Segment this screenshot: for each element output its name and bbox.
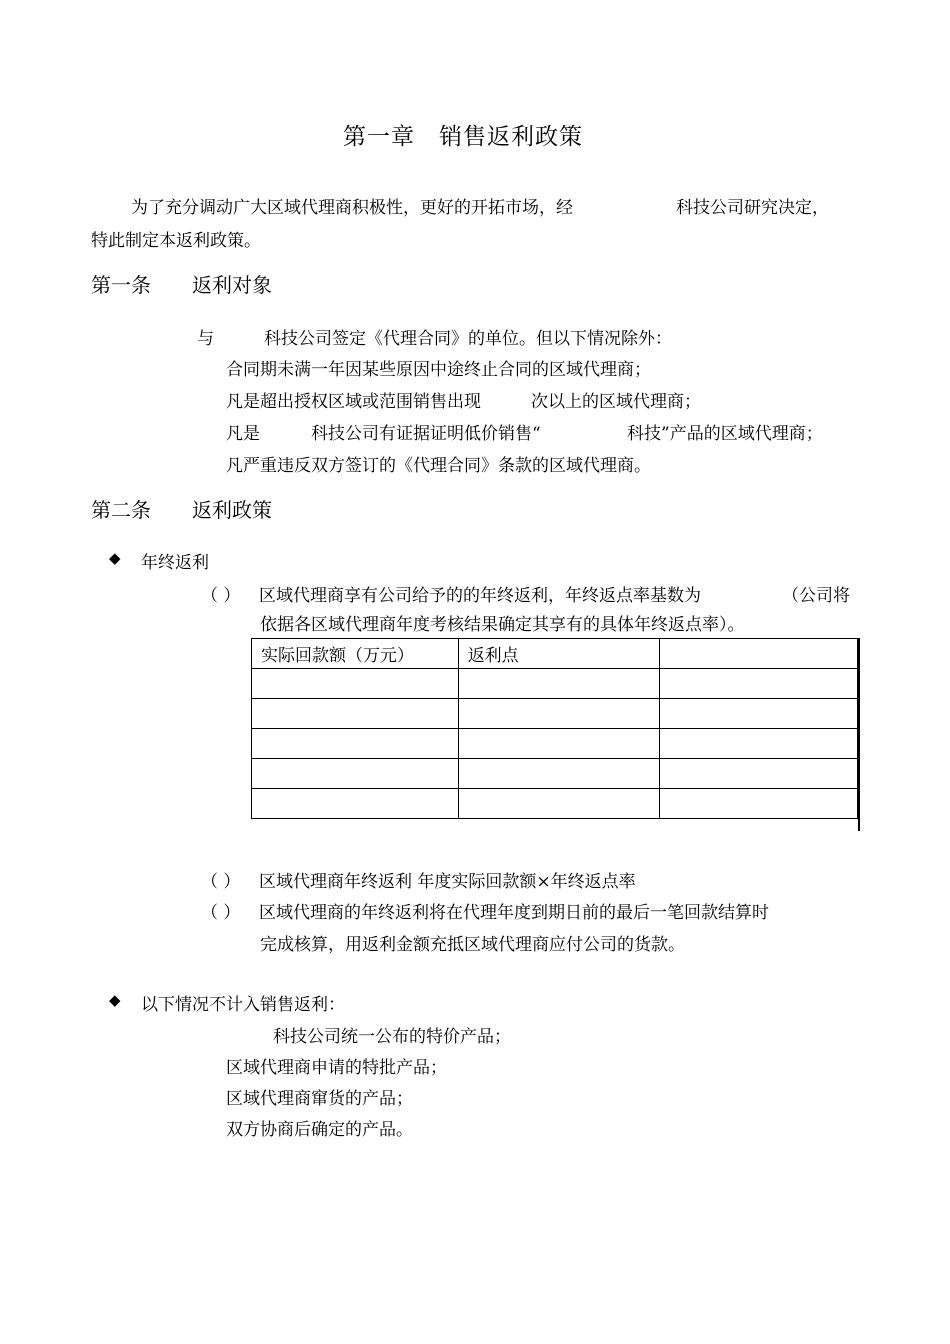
para1-line2: 依据各区域代理商年度考核结果确定其享有的具体年终返点率）。 [260, 615, 745, 635]
intro-line1: 为了充分调动广大区域代理商积极性，更好的开拓市场，经 [131, 198, 573, 218]
bullet-exclusions: 以下情况不计入销售返利： [141, 995, 345, 1015]
table-row [252, 789, 858, 819]
intro-line1-tail: 科技公司研究决定， [676, 198, 829, 218]
para3-line1: 区域代理商的年终返利将在代理年度到期日前的最后一笔回款结算时 [259, 903, 769, 923]
para1-marker: （ ） [201, 586, 241, 606]
exclusion-item: 区域代理商申请的特批产品； [226, 1058, 447, 1078]
article2-heading: 返利政策 [192, 498, 272, 522]
rebate-table [251, 638, 858, 819]
article1-item-2: 凡是超出授权区域或范围销售出现 [226, 392, 481, 412]
table-cell [660, 729, 858, 759]
article1-lead-prefix: 与 [197, 329, 214, 349]
table-cell [458, 759, 660, 789]
diamond-bullet-icon: ◆ [109, 549, 121, 567]
table-cell [252, 699, 459, 729]
table-cell [252, 789, 459, 819]
article1-item-4: 凡严重违反双方签订的《代理合同》条款的区域代理商。 [226, 456, 651, 476]
table-cell [660, 669, 858, 699]
para3-line2: 完成核算，用返利金额充抵区域代理商应付公司的货款。 [260, 935, 685, 955]
article1-item-2-tail: 次以上的区域代理商； [531, 392, 701, 412]
para1-line1-tail: （公司将 [782, 586, 850, 606]
exclusion-item: 科技公司统一公布的特价产品； [273, 1027, 511, 1047]
table-cell [252, 669, 459, 699]
intro-line2: 特此制定本返利政策。 [91, 231, 261, 251]
article1-lead-text: 科技公司签定《代理合同》的单位。但以下情况除外： [264, 329, 672, 349]
article1-heading: 返利对象 [192, 273, 272, 297]
table-cell [458, 729, 660, 759]
article1-item-3: 凡是 [226, 424, 260, 444]
diamond-bullet-icon: ◆ [109, 991, 121, 1009]
bullet-annual-rebate: 年终返利 [141, 553, 209, 573]
article2-label: 第二条 [91, 498, 151, 522]
table-header-cell: 实际回款额（万元） [252, 639, 459, 669]
article1-item-3-mid: 科技公司有证据证明低价销售“ [311, 424, 541, 444]
para1-line1: 区域代理商享有公司给予的的年终返利，年终返点率基数为 [259, 586, 701, 606]
table-cell [660, 789, 858, 819]
table-row [252, 729, 858, 759]
table-header-cell: 返利点 [458, 639, 660, 669]
para2-text: 区域代理商年终返利 年度实际回款额×年终返点率 [259, 872, 636, 892]
table-row [252, 759, 858, 789]
table-cell [252, 759, 459, 789]
para3-marker: （ ） [201, 903, 241, 923]
table-row [252, 699, 858, 729]
table-cell [458, 669, 660, 699]
table-right-border [858, 638, 860, 831]
article1-item-3-tail: 科技”产品的区域代理商； [627, 424, 823, 444]
table-cell [660, 699, 858, 729]
table-row [252, 669, 858, 699]
table-header-row [252, 639, 858, 669]
table-cell [458, 789, 660, 819]
exclusion-item: 双方协商后确定的产品。 [226, 1120, 413, 1140]
article1-item-1: 合同期未满一年因某些原因中途终止合同的区域代理商； [226, 360, 651, 380]
article1-label: 第一条 [91, 273, 151, 297]
table-cell [660, 759, 858, 789]
para2-marker: （ ） [201, 872, 241, 892]
page-title: 第一章 销售返利政策 [343, 124, 583, 150]
table-header-cell [660, 639, 858, 669]
table-cell [252, 729, 459, 759]
exclusion-item: 区域代理商窜货的产品； [226, 1089, 413, 1109]
table-cell [458, 699, 660, 729]
